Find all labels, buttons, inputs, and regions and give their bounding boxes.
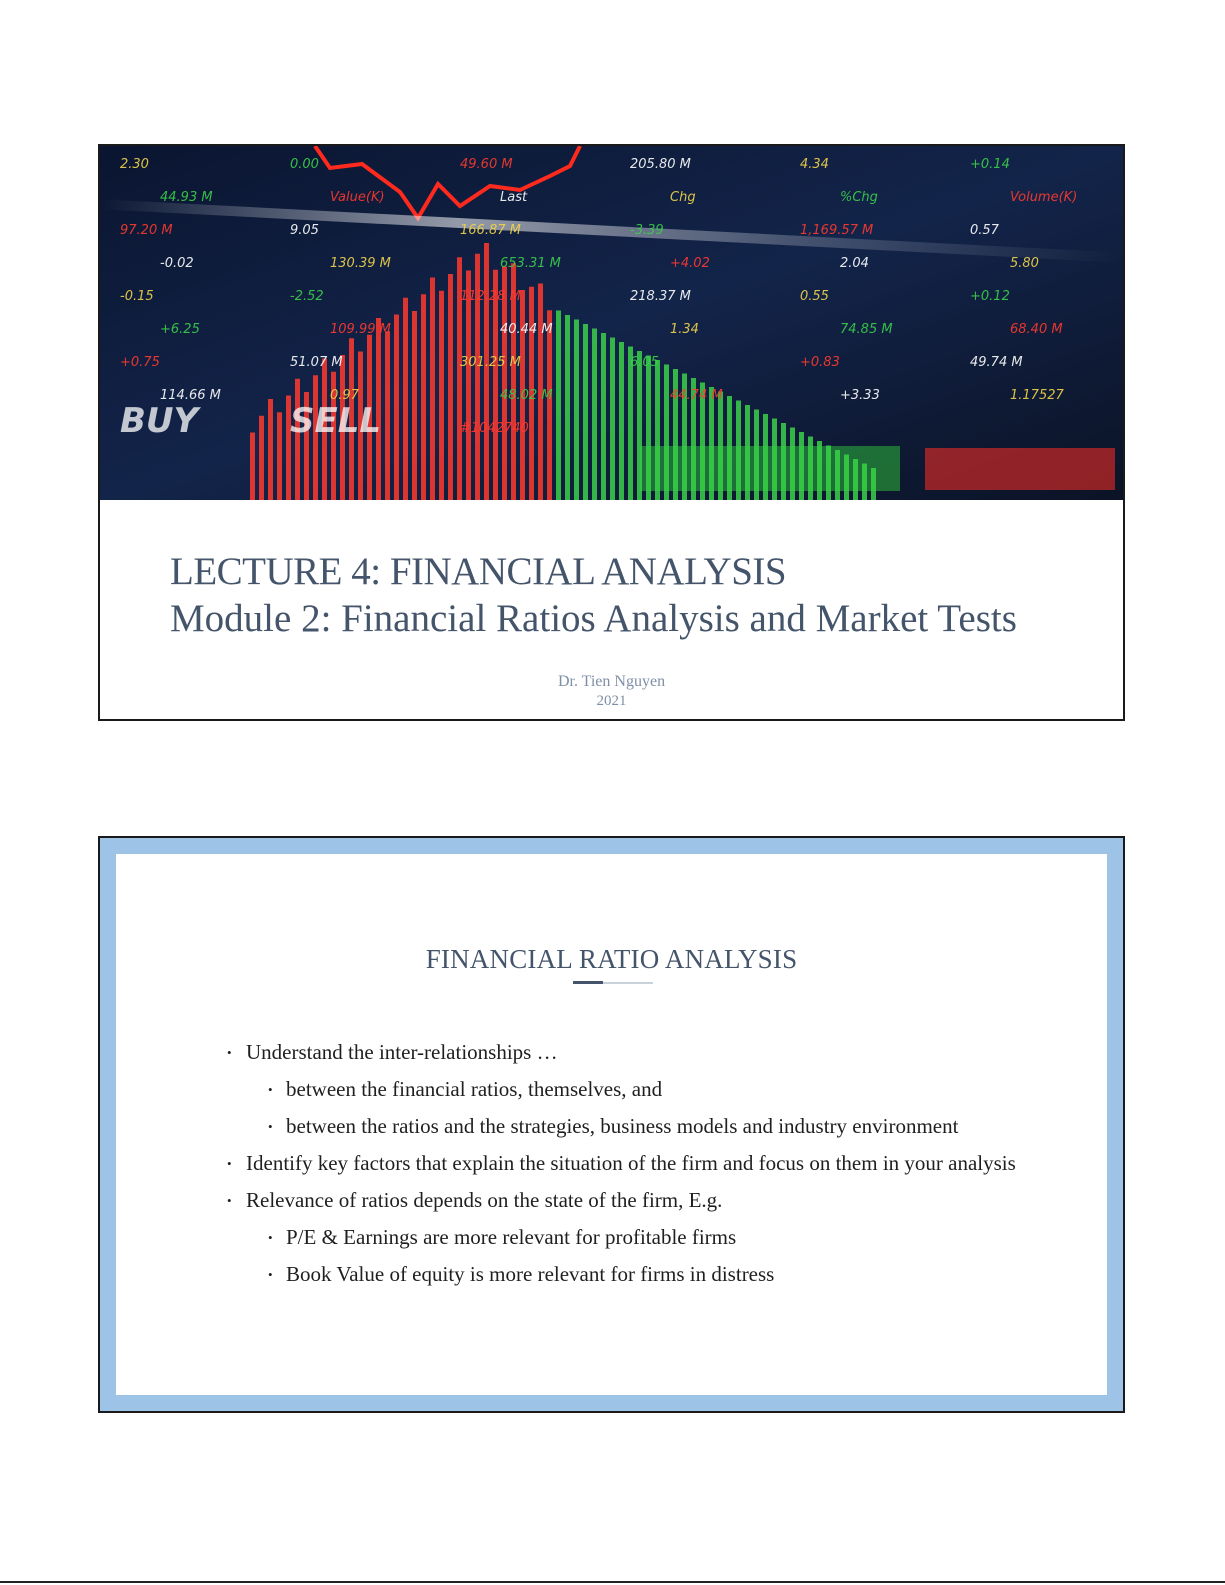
ticker-value: 49.60 M (460, 157, 513, 172)
volume-bar (556, 311, 561, 501)
ticker-value: +4.02 (670, 256, 710, 271)
ticker-value: 5.80 (1010, 256, 1039, 271)
title-underline-accent (573, 981, 603, 984)
ticker-value: 109.99 M (330, 322, 391, 337)
ticker-value: 1.34 (670, 322, 699, 337)
bullet-dot-icon: • (268, 1267, 273, 1282)
volume-bar (439, 291, 444, 500)
ticker-value: Volume(K) (1010, 190, 1078, 205)
page-bottom-rule (0, 1581, 1225, 1583)
ticker-value: 49.74 M (970, 355, 1023, 370)
bullet-dot-icon: • (268, 1230, 273, 1245)
ticker-value: 1.17527 (1010, 388, 1064, 403)
ticker-value: 44.93 M (160, 190, 213, 205)
ticker-value: 0.55 (800, 289, 829, 304)
ticker-value: 114.66 M (160, 388, 221, 403)
ticker-value: 0.57 (970, 223, 999, 238)
volume-bar (601, 333, 606, 500)
ticker-value: -0.02 (160, 256, 194, 271)
volume-bar (547, 310, 552, 500)
volume-bar (412, 311, 417, 500)
ticker-value: +0.83 (800, 355, 840, 370)
bullet-dot-icon: • (268, 1119, 273, 1134)
title-slide (98, 144, 1125, 721)
ticker-value: 2.04 (840, 256, 869, 271)
author-name: Dr. Tien Nguyen (557, 673, 666, 690)
ticker-value: -3.39 (630, 223, 664, 238)
volume-bar (565, 315, 570, 500)
bullet-list (224, 1036, 1084, 1295)
ticker-value: 301.25 M (460, 355, 521, 370)
lecture-title: LECTURE 4: FINANCIAL ANALYSIS (170, 550, 787, 593)
ticker-value: #1042740 (460, 421, 529, 436)
ticker-value: +0.75 (120, 355, 160, 370)
bullet-dot-icon: • (227, 1193, 232, 1208)
volume-bar (403, 298, 408, 500)
ticker-value: 2.30 (120, 157, 149, 172)
ticker-value: 0.97 (330, 388, 359, 403)
stock-ticker-graphic (100, 146, 1123, 500)
ticker-value: +0.14 (970, 157, 1010, 172)
ticker-value: 40.44 M (500, 322, 553, 337)
bullet-dot-icon: • (227, 1156, 232, 1171)
bullet-item: • between the financial ratios, themselves, and (224, 1073, 1084, 1106)
title-block (170, 549, 1110, 643)
volume-bar (430, 278, 435, 501)
ticker-value: Value(K) (330, 190, 385, 205)
ticker-value: 205.80 M (630, 157, 691, 172)
volume-bar (277, 412, 282, 500)
volume-bar (268, 399, 273, 500)
ticker-value: 48.02 M (500, 388, 553, 403)
volume-bar (493, 270, 498, 500)
bullet-item: • Understand the inter-relationships … (224, 1036, 1084, 1069)
volume-bar (592, 329, 597, 501)
bullet-item: • Identify key factors that explain the situation of the firm and focus on them in your analysis (224, 1147, 1084, 1180)
ticker-value: 4.34 (800, 157, 829, 172)
slide-content-area (116, 854, 1107, 1395)
ticker-value: 97.20 M (120, 223, 173, 238)
bullet-item: • Relevance of ratios depends on the state of the firm, E.g. (224, 1184, 1084, 1217)
ticker-value: -0.15 (120, 289, 154, 304)
ticker-value: 218.37 M (630, 289, 691, 304)
bullet-item: • Book Value of equity is more relevant for firms in distress (224, 1258, 1084, 1291)
volume-bar (466, 271, 471, 501)
ticker-value: 51.07 M (290, 355, 343, 370)
ticker-value: -2.52 (290, 289, 324, 304)
ticker-value: +3.33 (840, 388, 880, 403)
ticker-value: 653.31 M (500, 256, 561, 271)
author-block (100, 672, 1123, 711)
volume-bar (448, 274, 453, 500)
volume-bar (421, 294, 426, 500)
volume-bar (385, 331, 390, 500)
bullet-dot-icon: • (227, 1045, 232, 1060)
ticker-value: 6.05 (630, 355, 659, 370)
content-slide (98, 836, 1125, 1413)
ticker-value: 9.05 (290, 223, 319, 238)
ticker-value: Last (500, 190, 528, 205)
ticker-value: 74.85 M (840, 322, 893, 337)
buy-label: BUY (120, 401, 199, 441)
ticker-value: +0.12 (970, 289, 1010, 304)
bullet-item: • P/E & Earnings are more relevant for profitable firms (224, 1221, 1084, 1254)
volume-bar (250, 433, 255, 501)
bullet-item: • between the ratios and the strategies, business models and industry environment (224, 1110, 1084, 1143)
ticker-value: 68.40 M (1010, 322, 1063, 337)
slide-title: FINANCIAL RATIO ANALYSIS (425, 944, 798, 974)
volume-bar (574, 320, 579, 501)
volume-bar (259, 416, 264, 500)
ticker-value: 0.00 (290, 157, 319, 172)
sell-label: SELL (290, 401, 382, 441)
ticker-value: Chg (670, 190, 696, 205)
ticker-value: 44.74 M (670, 388, 723, 403)
hero-image-stock-ticker (100, 146, 1123, 500)
ticker-value: +6.25 (160, 322, 200, 337)
ticker-value: 1,169.57 M (800, 223, 874, 238)
volume-bar (619, 342, 624, 500)
year: 2021 (596, 693, 627, 709)
ticker-value: 166.87 M (460, 223, 521, 238)
volume-bar (394, 315, 399, 501)
ticker-value: 130.39 M (330, 256, 391, 271)
ticker-value: 112.28 M (460, 289, 521, 304)
volume-bar (610, 338, 615, 501)
bullet-dot-icon: • (268, 1082, 273, 1097)
volume-bar (583, 324, 588, 500)
ticker-value: %Chg (840, 190, 878, 205)
module-title: Module 2: Financial Ratios Analysis and Market Tests (170, 597, 1017, 640)
volume-bar (484, 243, 489, 500)
